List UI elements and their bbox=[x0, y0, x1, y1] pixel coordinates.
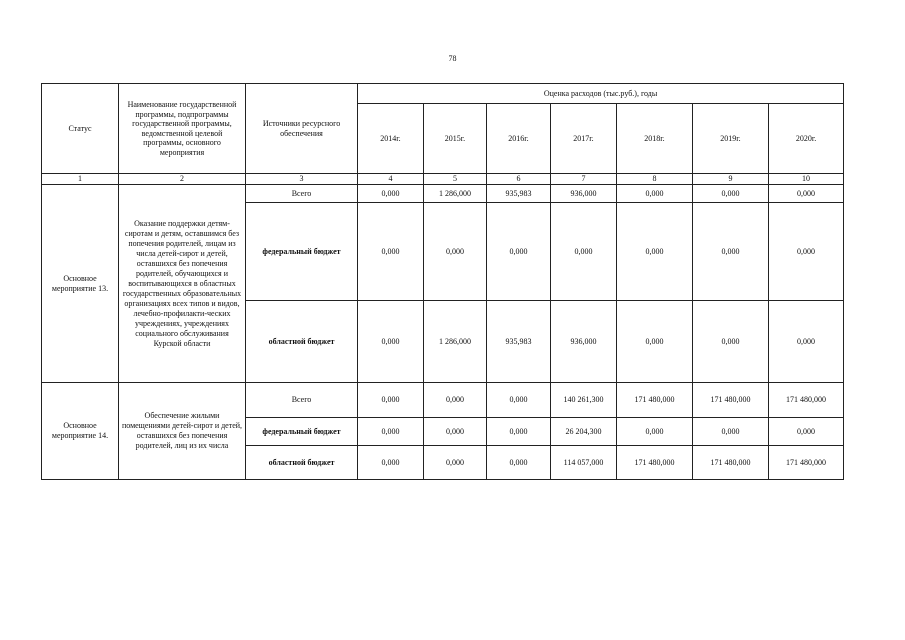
estimate-header: Оценка расходов (тыс.руб.), годы bbox=[358, 84, 844, 104]
value-cell: 0,000 bbox=[424, 446, 487, 480]
value-cell: 936,000 bbox=[551, 301, 617, 383]
value-cell: 0,000 bbox=[358, 446, 424, 480]
value-cell: 0,000 bbox=[693, 185, 769, 203]
column-number: 8 bbox=[617, 174, 693, 185]
value-cell: 171 480,000 bbox=[769, 383, 844, 418]
value-cell: 935,983 bbox=[487, 301, 551, 383]
year-header: 2015г. bbox=[424, 104, 487, 174]
column-numbers-row bbox=[42, 174, 844, 185]
year-header: 2018г. bbox=[617, 104, 693, 174]
value-cell: 1 286,000 bbox=[424, 185, 487, 203]
column-number: 1 bbox=[42, 174, 119, 185]
value-cell: 0,000 bbox=[617, 185, 693, 203]
measure-name-cell: Оказание поддержки детям-сиротам и детям, оставшимся без попечения родителей, лицам из числа детей-сирот и детей, оставшихся без попечения родителей, обучающихся и воспитывающихся в областных государственных образовательных организациях всех типов и видов, лечебно-профилакти-ческих учреждениях, учреждениях социального обслуживания Курской области bbox=[119, 185, 246, 383]
source-cell: Всего bbox=[246, 185, 358, 203]
value-cell: 0,000 bbox=[617, 418, 693, 446]
value-cell: 26 204,300 bbox=[551, 418, 617, 446]
column-number: 6 bbox=[487, 174, 551, 185]
column-number: 5 bbox=[424, 174, 487, 185]
year-header: 2016г. bbox=[487, 104, 551, 174]
value-cell: 171 480,000 bbox=[617, 383, 693, 418]
value-cell: 171 480,000 bbox=[617, 446, 693, 480]
value-cell: 0,000 bbox=[487, 446, 551, 480]
year-header: 2014г. bbox=[358, 104, 424, 174]
header-row bbox=[42, 84, 844, 104]
value-cell: 0,000 bbox=[617, 203, 693, 301]
value-cell: 935,983 bbox=[487, 185, 551, 203]
value-cell: 0,000 bbox=[424, 383, 487, 418]
column-number: 7 bbox=[551, 174, 617, 185]
value-cell: 140 261,300 bbox=[551, 383, 617, 418]
value-cell: 0,000 bbox=[424, 418, 487, 446]
value-cell: 0,000 bbox=[551, 203, 617, 301]
value-cell: 0,000 bbox=[358, 185, 424, 203]
source-cell: федеральный бюджет bbox=[246, 418, 358, 446]
value-cell: 0,000 bbox=[769, 301, 844, 383]
column-number: 2 bbox=[119, 174, 246, 185]
table-row bbox=[42, 185, 844, 203]
year-header: 2019г. bbox=[693, 104, 769, 174]
measure-name-cell: Обеспечение жилыми помещениями детей-сирот и детей, оставшихся без попечения родителей, лиц из их числа bbox=[119, 383, 246, 480]
source-cell: областной бюджет bbox=[246, 301, 358, 383]
value-cell: 0,000 bbox=[617, 301, 693, 383]
value-cell: 0,000 bbox=[487, 418, 551, 446]
table-row bbox=[42, 383, 844, 418]
budget-table bbox=[41, 83, 844, 480]
column-number: 10 bbox=[769, 174, 844, 185]
value-cell: 0,000 bbox=[487, 383, 551, 418]
value-cell: 0,000 bbox=[693, 203, 769, 301]
value-cell: 171 480,000 bbox=[769, 446, 844, 480]
value-cell: 0,000 bbox=[693, 301, 769, 383]
status-cell: Основное мероприятие 13. bbox=[42, 185, 119, 383]
value-cell: 0,000 bbox=[358, 383, 424, 418]
source-cell: Всего bbox=[246, 383, 358, 418]
value-cell: 0,000 bbox=[693, 418, 769, 446]
status-header: Статус bbox=[42, 84, 119, 174]
column-number: 9 bbox=[693, 174, 769, 185]
column-number: 3 bbox=[246, 174, 358, 185]
column-number: 4 bbox=[358, 174, 424, 185]
value-cell: 0,000 bbox=[358, 203, 424, 301]
value-cell: 0,000 bbox=[358, 301, 424, 383]
source-cell: областной бюджет bbox=[246, 446, 358, 480]
page-number: 78 bbox=[448, 54, 457, 63]
sources-header: Источники ресурсного обеспечения bbox=[246, 84, 358, 174]
value-cell: 0,000 bbox=[487, 203, 551, 301]
value-cell: 114 057,000 bbox=[551, 446, 617, 480]
value-cell: 1 286,000 bbox=[424, 301, 487, 383]
value-cell: 936,000 bbox=[551, 185, 617, 203]
value-cell: 171 480,000 bbox=[693, 446, 769, 480]
program-name-header: Наименование государственной программы, подпрограммы государственной программы, ведомственной целевой программы, основного мероприятия bbox=[119, 84, 246, 174]
status-cell: Основное мероприятие 14. bbox=[42, 383, 119, 480]
value-cell: 0,000 bbox=[769, 203, 844, 301]
year-header: 2017г. bbox=[551, 104, 617, 174]
value-cell: 171 480,000 bbox=[693, 383, 769, 418]
value-cell: 0,000 bbox=[358, 418, 424, 446]
value-cell: 0,000 bbox=[424, 203, 487, 301]
year-header: 2020г. bbox=[769, 104, 844, 174]
value-cell: 0,000 bbox=[769, 185, 844, 203]
source-cell: федеральный бюджет bbox=[246, 203, 358, 301]
value-cell: 0,000 bbox=[769, 418, 844, 446]
